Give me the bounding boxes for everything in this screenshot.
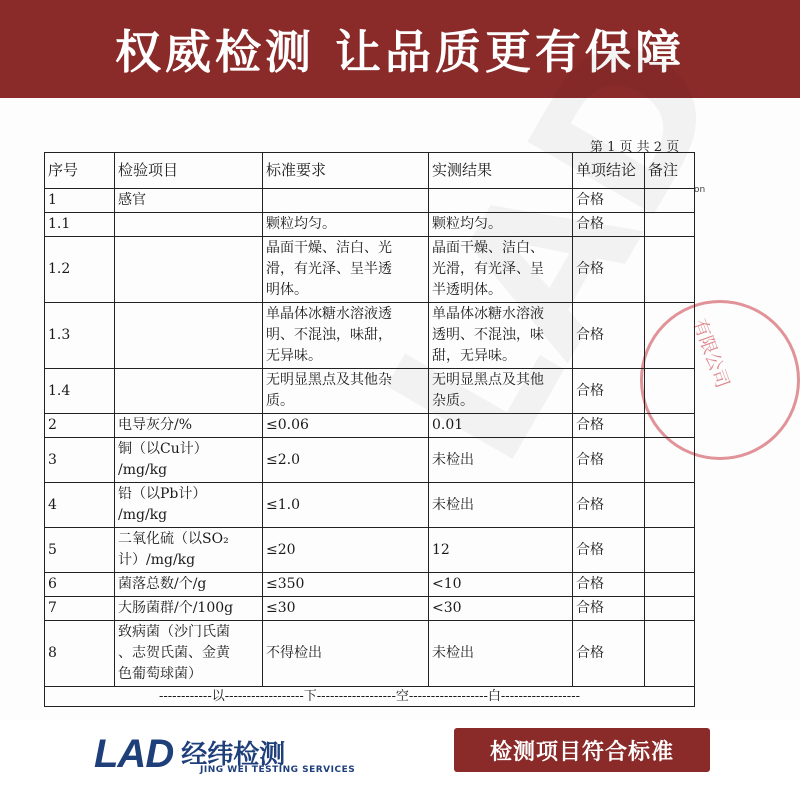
header-result: 实测结果 (429, 153, 573, 189)
cell-item (115, 213, 263, 237)
cell-standard: 不得检出 (263, 621, 429, 687)
cell-remark (645, 237, 695, 303)
header-conclusion: 单项结论 (573, 153, 645, 189)
cell-conclusion: 合格 (573, 237, 645, 303)
cell-remark (645, 369, 695, 414)
cell-standard: ≤1.0 (263, 483, 429, 528)
cell-index: 3 (45, 438, 115, 483)
cell-remark (645, 573, 695, 597)
table-row (45, 237, 695, 303)
cell-conclusion: 合格 (573, 528, 645, 573)
header-remark: 备注 (645, 153, 695, 189)
cell-remark (645, 483, 695, 528)
cell-conclusion: 合格 (573, 213, 645, 237)
cell-standard: ≤2.0 (263, 438, 429, 483)
header-item: 检验项目 (115, 153, 263, 189)
cell-standard: 单晶体冰糖水溶液透 明、不混浊，味甜， 无异味。 (263, 303, 429, 369)
cell-result: 12 (429, 528, 573, 573)
cell-remark (645, 438, 695, 483)
cell-conclusion: 合格 (573, 303, 645, 369)
cell-remark (645, 189, 695, 213)
cell-standard (263, 189, 429, 213)
header-index: 序号 (45, 153, 115, 189)
table-row (45, 621, 695, 687)
cell-conclusion: 合格 (573, 438, 645, 483)
cell-conclusion: 合格 (573, 369, 645, 414)
table-row (45, 597, 695, 621)
cell-standard: 颗粒均匀。 (263, 213, 429, 237)
table-row (45, 438, 695, 483)
cell-result (429, 189, 573, 213)
cell-index: 1.4 (45, 369, 115, 414)
cell-item: 铅（以Pb计） /mg/kg (115, 483, 263, 528)
cell-remark (645, 414, 695, 438)
table-row (45, 414, 695, 438)
cell-remark (645, 303, 695, 369)
cell-result: 颗粒均匀。 (429, 213, 573, 237)
cell-item (115, 369, 263, 414)
cell-result: 0.01 (429, 414, 573, 438)
cell-result: <10 (429, 573, 573, 597)
cell-conclusion: 合格 (573, 414, 645, 438)
table-row (45, 303, 695, 369)
cell-index: 1 (45, 189, 115, 213)
cell-index: 4 (45, 483, 115, 528)
cell-item: 铜（以Cu计） /mg/kg (115, 438, 263, 483)
page-indicator: 第 1 页 共 2 页 (590, 140, 680, 155)
cell-index: 7 (45, 597, 115, 621)
cell-conclusion: 合格 (573, 189, 645, 213)
cell-index: 1.3 (45, 303, 115, 369)
cell-item: 电导灰分/% (115, 414, 263, 438)
cell-item (115, 237, 263, 303)
table-row (45, 573, 695, 597)
stamp-text: 有限公司 (688, 316, 733, 391)
cell-conclusion: 合格 (573, 621, 645, 687)
cell-item: 致病菌（沙门氏菌 、志贺氏菌、金黄 色葡萄球菌） (115, 621, 263, 687)
cell-item: 感官 (115, 189, 263, 213)
table-row (45, 483, 695, 528)
compliance-badge: 检测项目符合标准 (454, 728, 710, 772)
cell-result: 单晶体冰糖水溶液 透明、不混浊，味 甜，无异味。 (429, 303, 573, 369)
cell-index: 6 (45, 573, 115, 597)
table-row (45, 528, 695, 573)
cell-result: 晶面干燥、洁白、 光滑，有光泽、呈 半透明体。 (429, 237, 573, 303)
table-row (45, 189, 695, 213)
cell-conclusion: 合格 (573, 597, 645, 621)
cell-item: 大肠菌群/个/100g (115, 597, 263, 621)
cell-standard: ≤0.06 (263, 414, 429, 438)
cell-standard: 晶面干燥、洁白、光 滑，有光泽、呈半透 明体。 (263, 237, 429, 303)
logo-english-name: JING WEI TESTING SERVICES (200, 765, 356, 775)
cell-standard: ≤20 (263, 528, 429, 573)
cell-result: 未检出 (429, 621, 573, 687)
cell-item (115, 303, 263, 369)
cell-index: 5 (45, 528, 115, 573)
cell-result: <30 (429, 597, 573, 621)
inspection-table (44, 152, 695, 707)
cell-result: 未检出 (429, 483, 573, 528)
cell-item: 二氧化硫（以SO₂ 计）/mg/kg (115, 528, 263, 573)
cell-remark (645, 528, 695, 573)
cell-remark (645, 213, 695, 237)
table-header-row (45, 153, 695, 189)
cell-standard: 无明显黑点及其他杂 质。 (263, 369, 429, 414)
cell-conclusion: 合格 (573, 573, 645, 597)
cell-result: 无明显黑点及其他 杂质。 (429, 369, 573, 414)
cell-standard: ≤350 (263, 573, 429, 597)
cell-index: 8 (45, 621, 115, 687)
blank-below-line: ------------以------------------下------------------空------------------白------------------ (45, 687, 695, 707)
logo-mark: LAD (94, 732, 174, 776)
cell-remark (645, 621, 695, 687)
end-of-table-row (45, 687, 695, 707)
table-row (45, 369, 695, 414)
cell-index: 2 (45, 414, 115, 438)
cell-result: 未检出 (429, 438, 573, 483)
logo-chinese-name: 经纬检测 (181, 739, 286, 770)
cell-index: 1.1 (45, 213, 115, 237)
header-standard: 标准要求 (263, 153, 429, 189)
banner-title: 权威检测 让品质更有保障 (114, 25, 685, 79)
side-fragment: on (694, 185, 706, 195)
table-row (45, 213, 695, 237)
cell-standard: ≤30 (263, 597, 429, 621)
cell-index: 1.2 (45, 237, 115, 303)
cell-remark (645, 597, 695, 621)
cell-conclusion: 合格 (573, 483, 645, 528)
cell-item: 菌落总数/个/g (115, 573, 263, 597)
